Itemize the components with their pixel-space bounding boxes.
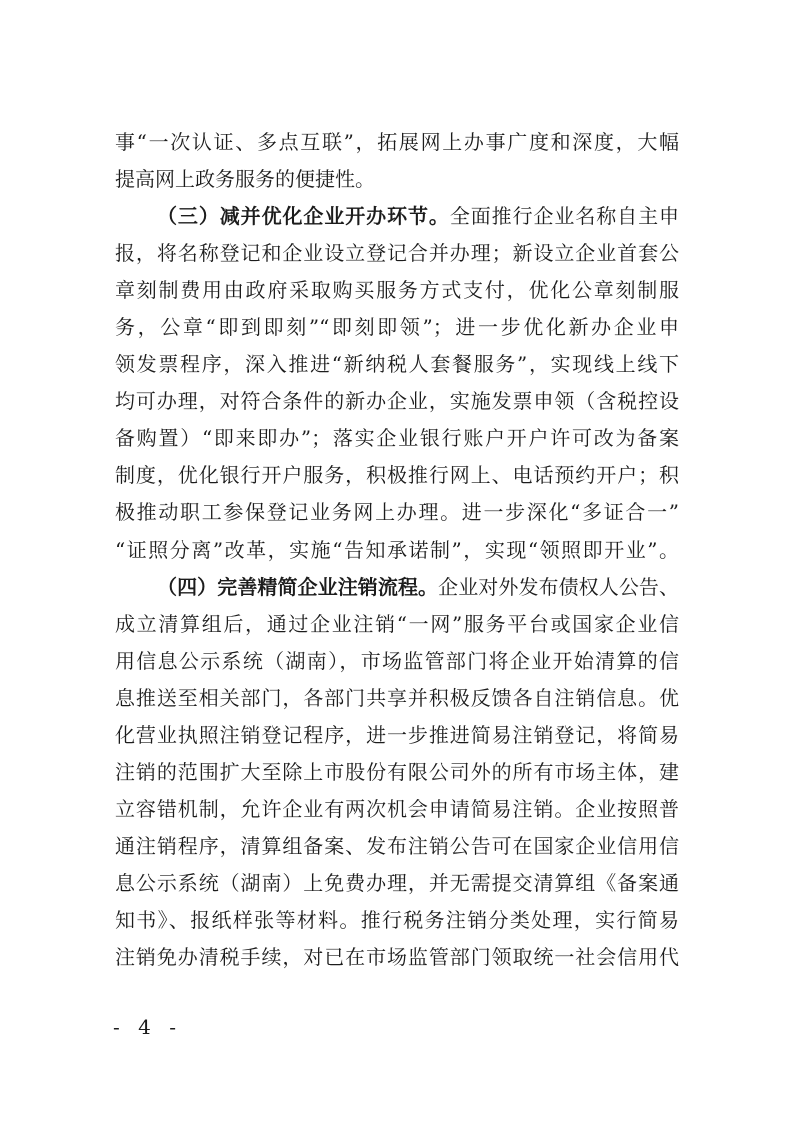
body-line — [115, 606, 679, 643]
body-line — [115, 828, 679, 865]
line-text: 提高网上政务服务的便捷性。 — [115, 167, 375, 192]
body-line — [115, 494, 679, 531]
body-text — [115, 124, 679, 976]
body-line — [115, 643, 679, 680]
line-text: 知书》、报纸样张等材料。推行税务注销分类处理，实行简易 — [115, 907, 679, 932]
line-text: 制度，优化银行开户服务，积极推行网上、电话预约开户；积 — [115, 463, 679, 488]
line-text: 企业对外发布债权人公告、 — [438, 574, 679, 599]
body-line — [115, 791, 679, 828]
body-line — [115, 865, 679, 902]
body-line — [115, 272, 679, 309]
line-text: 备购置）“即来即办”；落实企业银行账户开户许可改为备案 — [115, 426, 679, 451]
line-text: 注销免办清税手续，对已在市场监管部门领取统一社会信用代 — [115, 945, 679, 970]
body-line — [115, 457, 679, 494]
body-line — [115, 383, 679, 420]
line-text: 报，将名称登记和企业设立登记合并办理；新设立企业首套公 — [115, 241, 679, 266]
line-text: 通注销程序，清算组备案、发布注销公告可在国家企业信用信 — [115, 833, 679, 858]
body-line — [115, 532, 679, 569]
line-text: 息公示系统（湖南）上免费办理，并无需提交清算组《备案通 — [115, 870, 679, 895]
line-text: 领发票程序，深入推进“新纳税人套餐服务”，实现线上线下 — [115, 352, 679, 377]
body-line — [115, 680, 679, 717]
line-text: 章刻制费用由政府采取购买服务方式支付，优化公章刻制服 — [115, 278, 679, 303]
line-text: 成立清算组后，通过企业注销“一网”服务平台或国家企业信 — [115, 611, 679, 636]
body-line — [115, 346, 679, 383]
body-line — [115, 420, 679, 457]
section-heading-line — [115, 198, 679, 235]
line-text: 用信息公示系统（湖南），市场监管部门将企业开始清算的信 — [115, 648, 679, 673]
body-line — [115, 309, 679, 346]
page-number: - 4 - — [113, 1015, 182, 1039]
body-line — [115, 939, 679, 976]
body-line — [115, 161, 679, 198]
body-line — [115, 124, 679, 161]
line-text: 化营业执照注销登记程序，进一步推进简易注销登记，将简易 — [115, 722, 679, 747]
body-line — [115, 754, 679, 791]
line-text: 立容错机制，允许企业有两次机会申请简易注销。企业按照普 — [115, 796, 679, 821]
line-text: 事“一次认证、多点互联”，拓展网上办事广度和深度，大幅 — [115, 130, 679, 154]
body-line — [115, 902, 679, 939]
line-text: 全面推行企业名称自主申 — [449, 204, 679, 229]
line-text: 息推送至相关部门，各部门共享并积极反馈各自注销信息。优 — [115, 685, 679, 710]
section-heading: （四）完善精简企业注销流程。 — [157, 574, 439, 599]
line-text: 务，公章“即到即刻”“即刻即领”；进一步优化新办企业申 — [115, 315, 679, 340]
section-heading-line — [115, 569, 679, 606]
line-text: “证照分离”改革，实施“告知承诺制”，实现“领照即开业”。 — [115, 537, 679, 562]
line-text: 极推动职工参保登记业务网上办理。进一步深化“多证合一” — [115, 500, 679, 525]
body-line — [115, 235, 679, 272]
line-text: 均可办理，对符合条件的新办企业，实施发票申领（含税控设 — [115, 389, 679, 414]
section-heading: （三）减并优化企业开办环节。 — [157, 204, 450, 229]
body-line — [115, 717, 679, 754]
line-text: 注销的范围扩大至除上市股份有限公司外的所有市场主体，建 — [115, 759, 679, 784]
